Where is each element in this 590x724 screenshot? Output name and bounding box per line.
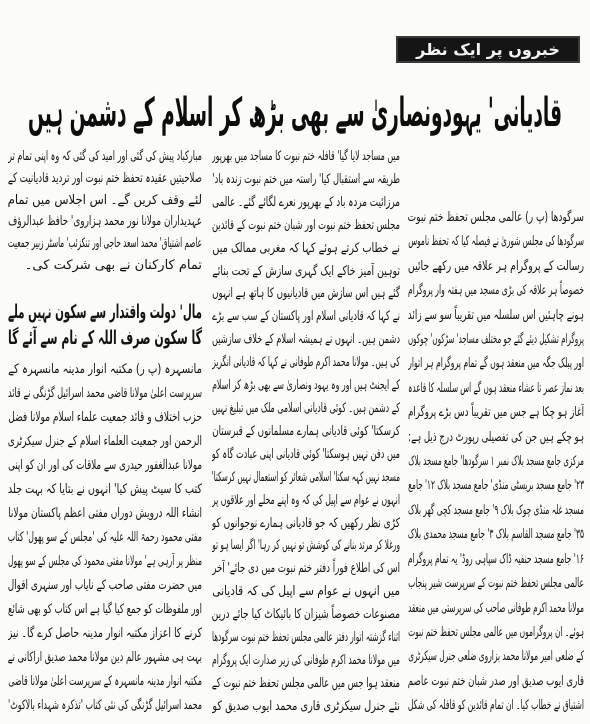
article-text-line: عالمی مجلس تحفظ ختم نبوت کے سرپرست شیر پنجاب — [408, 576, 584, 592]
article-text-line: عاصم اشتیاق' محمد اسعد حاجی اور تنکزئب' ماسٹر زبیر جمعیت — [8, 236, 202, 252]
article-text-line: ورغلا کر مرتد بنانے کی کوشش تو نہیں کر رہا' اگر ایسا ہو تو — [212, 538, 400, 554]
article-text-line: مکتبہ انوار مدینہ مانسہرہ کے سرپرست اعلیٰ مولانا قاضی — [8, 674, 202, 689]
article-text-line: ہو چکے ہیں جن کی تفصیلی رپورٹ درج ذیل ہے: — [408, 429, 584, 445]
article-text-line: میں انہوں نے عوام سے اپیل کی کہ قادیانی — [212, 584, 400, 600]
article-text-line: مولانا محمد اکرم طوفانی صاحب کی سرپرستی میں منعقد — [408, 600, 584, 616]
article-text-line: تمام کارکنان نے بھی شرکت کی۔ — [24, 257, 202, 273]
article-text-line: عہدیداران مولانا نور محمد ہزاروی' حافظ عبدالرؤف — [8, 214, 202, 230]
article-text-line: منعقد ہوا جس میں عالمی مجلس تحفظ ختم نبوت کے — [212, 675, 400, 691]
subheadline — [8, 299, 202, 353]
article-text-line: انشاء اللہ درویش دوراں مفتی اعظم پاکستان مولانا — [8, 506, 202, 521]
article-text-line: کے ایجنٹ ہیں اور وہ یہود ونصاریٰ سے بھی بڑھ کر اسلام — [212, 378, 400, 394]
article-column-left-top — [8, 146, 202, 280]
article-text-line: اثناء گزشتہ اتوار دفتر عالمی مجلس تحفظ ختم نبوت سرگودھا — [212, 630, 400, 646]
article-text-line: اشتیاق نے خطاب کیا۔ ان تمام قائدین کو قافلہ کی شکل — [408, 698, 584, 714]
article-text-line: ۲۳' جامع مسجد بریسٹی منڈی' جامع مسجد بلاک ۱۲' جامع — [408, 478, 584, 494]
article-text-line: مرکزی جامع مسجد بلاک نمبر ۱ سرگودھا' جامع مسجد بلاک — [408, 454, 584, 470]
article-text-line: مبارکباد پیش کی گئی اور امید کی گئی کہ وہ اپنی تمام تر — [8, 149, 202, 164]
article-text-line: کتب کا سیٹ پیش کیا' انہوں نے بتایا کہ بہت جلد — [8, 482, 202, 497]
article-text-line: پروگرام تشکیل دیئے گئے جو مختلف مساجد' سڑکوں' چوکوں — [408, 332, 584, 348]
article-text-line: منظر پر آرہی ہے' مولانا مفتی محمود کی مجلس کے سو پھول — [8, 554, 202, 569]
article-text-line: مانسہرہ (پ ر) مکتبہ انوار مدینہ مانسہرہ کے — [8, 362, 202, 377]
article-text-line: مفتی محمود رحمۃ اللہ علیہ کی 'مجلس کے سو پھول' کتاب — [8, 530, 202, 545]
article-text-line: گئے ہیں اس سازش میں قادیانیوں کا ہاتھ ہے انہوں — [212, 286, 400, 302]
article-text-line: محمد اسرائیل گڑنگی کی نئی کتاب 'تذکرہ شہداء بالاکوٹ' — [8, 698, 202, 713]
section-banner — [396, 36, 580, 63]
article-column-middle — [212, 146, 400, 720]
article-text-line: ہوئے۔ ان پروگراموں میں عالمی مجلس تحفظ ختم نبوت — [408, 624, 584, 640]
article-text-line: الرحمن اور جمعیت العلماء اسلام کے جنرل سیکرٹری — [8, 434, 202, 449]
article-text-line: بہت ہی مشہور عالم دین مولانا محمد صدیق اراکانی نے — [8, 650, 202, 665]
article-text-line: رسالت کے پروگرام ہر علاقہ میں رکھے جائیں — [408, 258, 584, 274]
article-text-line: کی ہیں۔ مولانا محمد اکرم طوفانی نے کہا کہ قادیانی انگریز — [212, 355, 400, 371]
subheadline-line: مال' دولت واقتدار سے سکون نہیں ملے — [8, 301, 202, 323]
article-text-line: سرگودھا کی مجلس شوریٰ نے فیصلہ کیا کہ تحفظ ناموس — [408, 234, 584, 250]
article-text-line: اور ملفوظات کو جمع کیا گیا ہے اس کتاب کو بھی شائع — [8, 602, 202, 617]
article-text-line: ۱۶' جامع مسجد حنفیہ ڈاک سپاہی روڈ' یہ تمام پروگرام — [408, 551, 584, 567]
article-text-line: میں دفن نہیں ہوسکتا' کوئی قادیانی اپنی عبادت گاہ کو — [212, 446, 400, 462]
article-text-line: میں مولانا محمد اکرم طوفانی کی زیر صدارت ایک پروگرام — [212, 652, 400, 668]
article-text-line: قاری ایوب صدیق اور صدر شبان ختم نبوت عاصم — [408, 673, 584, 689]
headline: قادیانی' یہودونصاریٰ سے بھی بڑھ کر اسلام کے دشمن ہیں — [28, 90, 562, 136]
article-text-line: حزب اختلاف و قائد جمعیت علماء اسلام مولانا فضل — [8, 410, 202, 425]
article-text-line: صلاحیتیں عقیدہ تحفظ ختم نبوت اور تردید قادیانیت کے — [8, 170, 202, 186]
article-text-line: مسجد نہیں کہہ سکتا' اسلامی شعائر کو استعمال نہیں کرسکتا' — [212, 469, 400, 485]
article-text-line: مولانا عبدالغفور حیدری سے ملاقات کی اور ان کو اپنی — [8, 458, 202, 473]
article-text-line: نے کہا کہ قادیانی اسلام اور پاکستان کے سب سے بڑے — [212, 309, 400, 325]
article-text-line: ہونے چاہئیں اس سلسلہ میں تقریباً سو سے زائد — [408, 307, 584, 323]
article-text-line: نئے جنرل سیکرٹری قاری محمد ایوب صدیق کو — [212, 698, 400, 714]
article-text-line: آغاز ہو چکا ہے جس میں تقریباً دس بڑے پروگرام — [408, 405, 584, 421]
article-text-line: مسجد غلہ منڈی چوک بلاک ۹' جامع مسجد کچی گھر بلاک — [408, 502, 584, 518]
article-text-line: کے دشمن ہیں۔ کوئی قادیانی اسلامی ملک میں تبلیغ نہیں — [212, 400, 400, 416]
article-text-line: مجلس تحفظ ختم نبوت اور شبان ختم نبوت کے قائدین — [212, 217, 400, 233]
article-text-line: نے خطاب کرتے ہوئے کہا کہ مغربی ممالک میں — [212, 240, 400, 256]
article-text-line: بعد نماز عصر تا عشاء منعقد ہوں گے اس سلسلہ کا قاعدہ — [408, 380, 584, 396]
article-text-line: سرپرست اعلیٰ مولانا قاضی محمد اسرائیل گڑنگی نے قائد — [8, 386, 202, 401]
article-column-right — [408, 206, 584, 720]
article-text-line: کرسکتا' کوئی قادیانی ہمارے مسلمانوں کے قبرستان — [212, 423, 400, 439]
article-text-line: طریقہ سے استقبال کیا' راستہ میں ختم نبوت زندہ باد' — [212, 171, 400, 187]
article-text-line: توہین آمیز خاکے ایک گہری سازش کے تحت بنائے — [212, 263, 400, 279]
article-text-line: کرنے کا اعزاز مکتبہ انوار مدینہ حاصل کرے گا۔ نیز — [8, 626, 202, 641]
article-text-line: میں حضرت مفتی صاحب کے نایاب اور سنہری اقوال — [8, 578, 202, 593]
article-text-line: کڑی نظر رکھیں کہ جو قادیانی ہمارے نوجوانوں کو — [212, 515, 400, 531]
article-text-line: لئے وقف کریں گے۔ اس اجلاس میں تمام — [8, 192, 202, 208]
article-text-line: ۳۵' جامع مسجد القاسم بلاک ۳' جامع مسجد محمدی بلاک — [408, 527, 584, 543]
article-text-line: خصوصاً ہر علاقہ کی بڑی مسجد میں ہفتہ وار پروگرام — [408, 283, 584, 299]
article-text-line: مصنوعات خصوصاً شیزان کا بائیکاٹ کیا جائے درین — [212, 607, 400, 623]
article-text-line: انہوں نے عوام سے اپیل کی کہ وہ اپنے محلے اور علاقوں پر — [212, 492, 400, 508]
article-text-line: میں مساجد لایا گیا' قافلہ ختم نبوت کا مساجد میں بھرپور — [212, 149, 400, 164]
article-text-line: دشمن ہیں۔ انہوں نے ہمیشہ اسلام کے خلاف سازشیں — [212, 332, 400, 348]
article-text-line: کے ضلعی امیر مولانا محمد بزاروی ضلعی جنرل سیکرٹری — [408, 649, 584, 665]
subheadline-line: گا سکون صرف اللہ کے نام سے آئے گا — [8, 327, 202, 349]
article-text-line: سرگودھا (پ ر) عالمی مجلس تحفظ ختم نبوت — [408, 210, 584, 225]
article-text-line: اس کی اطلاع فوراً دفتر ختم نبوت میں دی جائے' آخر — [212, 561, 400, 577]
article-column-left-bottom — [8, 358, 202, 720]
section-banner-label: خبروں پر ایک نظر — [416, 40, 560, 59]
article-text-line: اور پبلک جگہ میں منعقد ہوں گے تمام پروگرام ہر اتوار — [408, 356, 584, 372]
article-text-line: مرزائیت مردہ باد کے بھرپور نعرے لگائے گئے۔ عالمی — [212, 194, 400, 210]
